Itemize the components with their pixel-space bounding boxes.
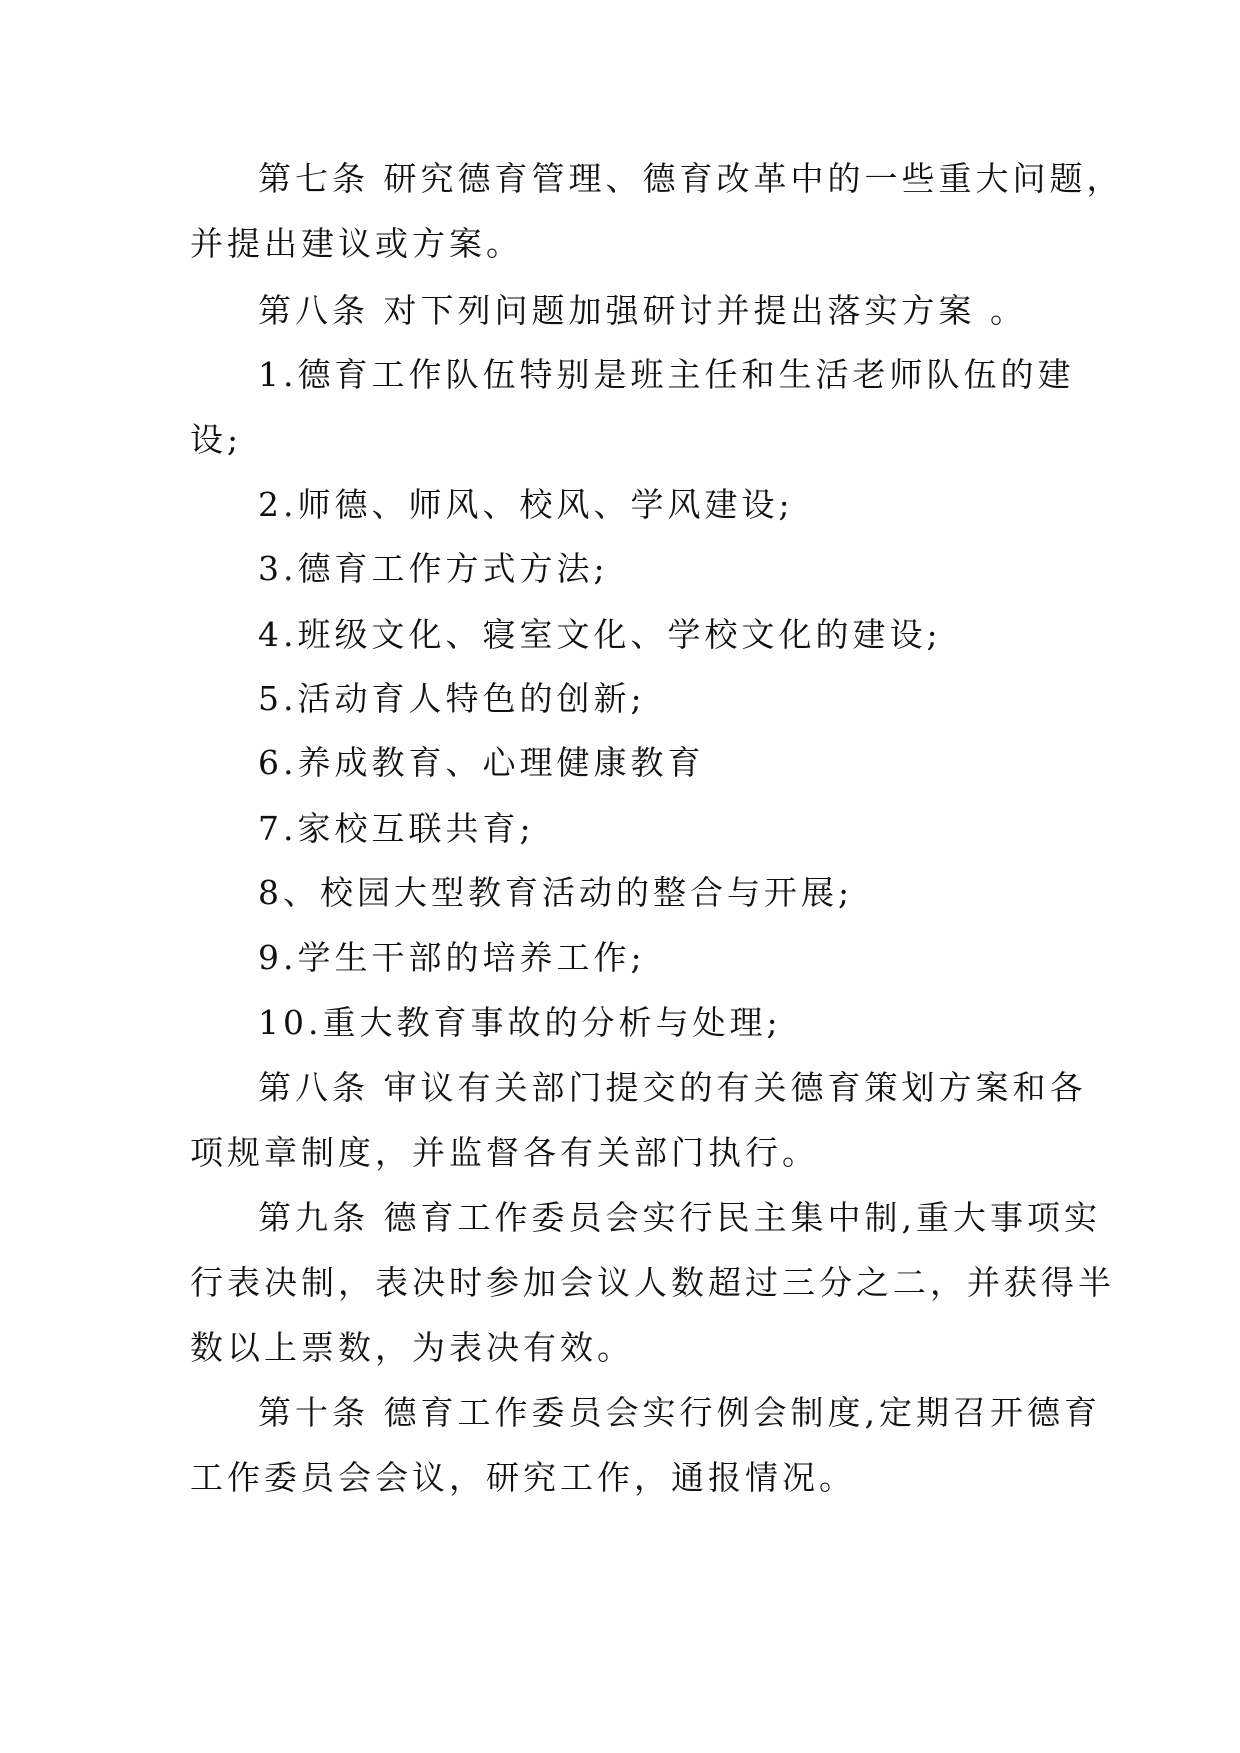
article-10-line-1: 第十条 德育工作委员会实行例会制度,定期召开德育 — [258, 1393, 1101, 1432]
list-item-3: 3.德育工作方式方法; — [258, 549, 609, 588]
article-8-line-1: 第八条 对下列问题加强研讨并提出落实方案 。 — [258, 291, 1027, 330]
article-8b-line-2: 项规章制度，并监督各有关部门执行。 — [190, 1133, 819, 1172]
article-9-line-2: 行表决制，表决时参加会议人数超过三分之二，并获得半 — [190, 1263, 1115, 1302]
article-9-line-1: 第九条 德育工作委员会实行民主集中制,重大事项实 — [258, 1198, 1101, 1237]
list-item-10: 10.重大教育事故的分析与处理; — [258, 1003, 782, 1042]
article-7-line-1: 第七条 研究德育管理、德育改革中的一些重大问题， — [258, 159, 1124, 198]
list-item-1-line-1: 1.德育工作队伍特别是班主任和生活老师队伍的建 — [258, 355, 1075, 394]
list-item-5: 5.活动育人特色的创新; — [258, 679, 646, 718]
list-item-6: 6.养成教育、心理健康教育 — [258, 743, 705, 782]
list-item-4: 4.班级文化、寝室文化、学校文化的建设; — [258, 615, 942, 654]
article-10-line-2: 工作委员会会议，研究工作，通报情况。 — [190, 1458, 856, 1497]
article-9-line-3: 数以上票数，为表决有效。 — [190, 1328, 634, 1367]
list-item-9: 9.学生干部的培养工作; — [258, 938, 646, 977]
article-7-line-2: 并提出建议或方案。 — [190, 224, 523, 263]
list-item-8: 8、校园大型教育活动的整合与开展; — [258, 873, 854, 912]
article-8b-line-1: 第八条 审议有关部门提交的有关德育策划方案和各 — [258, 1068, 1087, 1107]
list-item-1-line-2: 设; — [190, 420, 243, 459]
list-item-2: 2.师德、师风、校风、学风建设; — [258, 485, 794, 524]
list-item-7: 7.家校互联共育; — [258, 809, 535, 848]
